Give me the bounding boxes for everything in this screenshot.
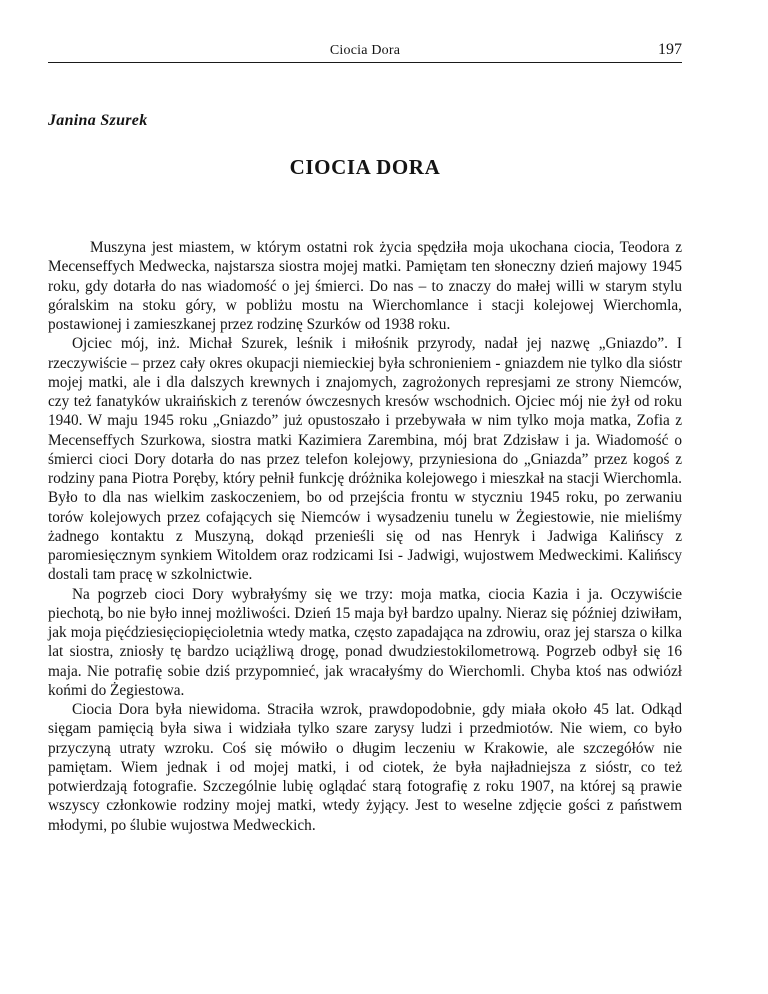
running-title: Ciocia Dora — [329, 43, 401, 58]
article-title: CIOCIA DORA — [289, 155, 441, 179]
running-header — [48, 40, 682, 63]
paragraph: Muszyna jest miastem, w którym ostatni rok życia spędziła moja ukochana ciocia, Teodora z Mecenseffych Medwecka, najstarsza siostra mojej matki. Pamiętam ten słoneczny dzień majowy 1945 roku, gdy dotarła do nas wiadomość o jej śmierci. Do nas – to znaczy do małej willi w starym stylu góralskim na stoku góry, w pobliżu mostu na Wierchomlance i stacji kolejowej Wierchomla, postawionej i zamieszkanej przez rodzinę Szurków od 1938 roku. — [48, 239, 682, 333]
paragraph: Na pogrzeb cioci Dory wybrałyśmy się we trzy: moja matka, ciocia Kazia i ja. Oczywiście piechotą, bo nie było innej możliwości. Dzień 15 maja był bardzo upalny. Nieraz się później dziwiłam, jak moja pięćdziesięciopięcioletnia wtedy matka, często zapadająca na zdrowiu, oraz jej starsza o kilka lat siostra, zniosły tę bardzo uciążliwą drogę, ponad dwudziestokilometrową. Pogrzeb odbył się 16 maja. Nie potrafię sobie dziś przypomnieć, jak wracałyśmy do Wierchomli. Chyba ktoś nas odwiózł końmi do Żegiestowa. — [48, 585, 682, 699]
article-body — [48, 238, 682, 835]
paragraph: Ojciec mój, inż. Michał Szurek, leśnik i miłośnik przyrody, nadał jej nazwę „Gniazdo”. I rzeczywiście – przez cały okres okupacji niemieckiej była schronieniem - gniazdem nie tylko dla sióstr mojej matki, ale i dla dalszych krewnych i znajomych, zagrożonych represjami ze strony Niemców, czy też fanatyków ukraińskich z terenów ówczesnych kresów wschodnich. Ojciec mój nie żył od roku 1940. W maju 1945 roku „Gniazdo” już opustoszało i przebywała w nim tylko moja matka, Zofia z Mecenseffych Szurkowa, siostra matki Kazimiera Zarembina, mój brat Zdzisław i ja. Wiadomość o śmierci cioci Dory dotarła do nas przez telefon kolejowy, przyniesiona do „Gniazda” przez kogoś z rodziny pana Piotra Poręby, który pełnił funkcję dróżnika kolejowego i mieszkał na stacji Wierchomla. Było to dla nas wielkim zaskoczeniem, bo od przejścia frontu w styczniu 1945 roku, po zerwaniu torów kolejowych przez cofających się Niemców i wysadzeniu tunelu w Żegiestowie, nie mieliśmy żadnego kontaktu z Muszyną, dokąd przenieśli się od nas Henryk i Jadwiga Kalińscy z paromiesięcznym synkiem Witoldem oraz rodzicami Isi - Jadwigi, wujostwem Medweckimi. Kalińscy dostali tam pracę w szkolnictwie. — [48, 335, 682, 584]
author-name: Janina Szurek — [48, 112, 148, 129]
page-number: 197 — [658, 41, 682, 58]
paragraph: Ciocia Dora była niewidoma. Straciła wzrok, prawdopodobnie, gdy miała około 45 lat. Odkąd sięgam pamięcią była siwa i widziała tylko szare zarysy ludzi i przedmiotów. Nie wiem, co było przyczyną utraty wzroku. Coś się mówiło o długim leczeniu w Krakowie, ale szczegółów nie pamiętam. Wiem jednak i od mojej matki, i od ciotek, że była najładniejsza z sióstr, co też potwierdzają fotografie. Szczególnie lubię oglądać starą fotografię z roku 1907, na której są prawie wszyscy członkowie rodziny mojej matki, wtedy żyjący. Jest to weselne zdjęcie gości z państwem młodymi, po ślubie wujostwa Medweckich. — [48, 701, 682, 834]
